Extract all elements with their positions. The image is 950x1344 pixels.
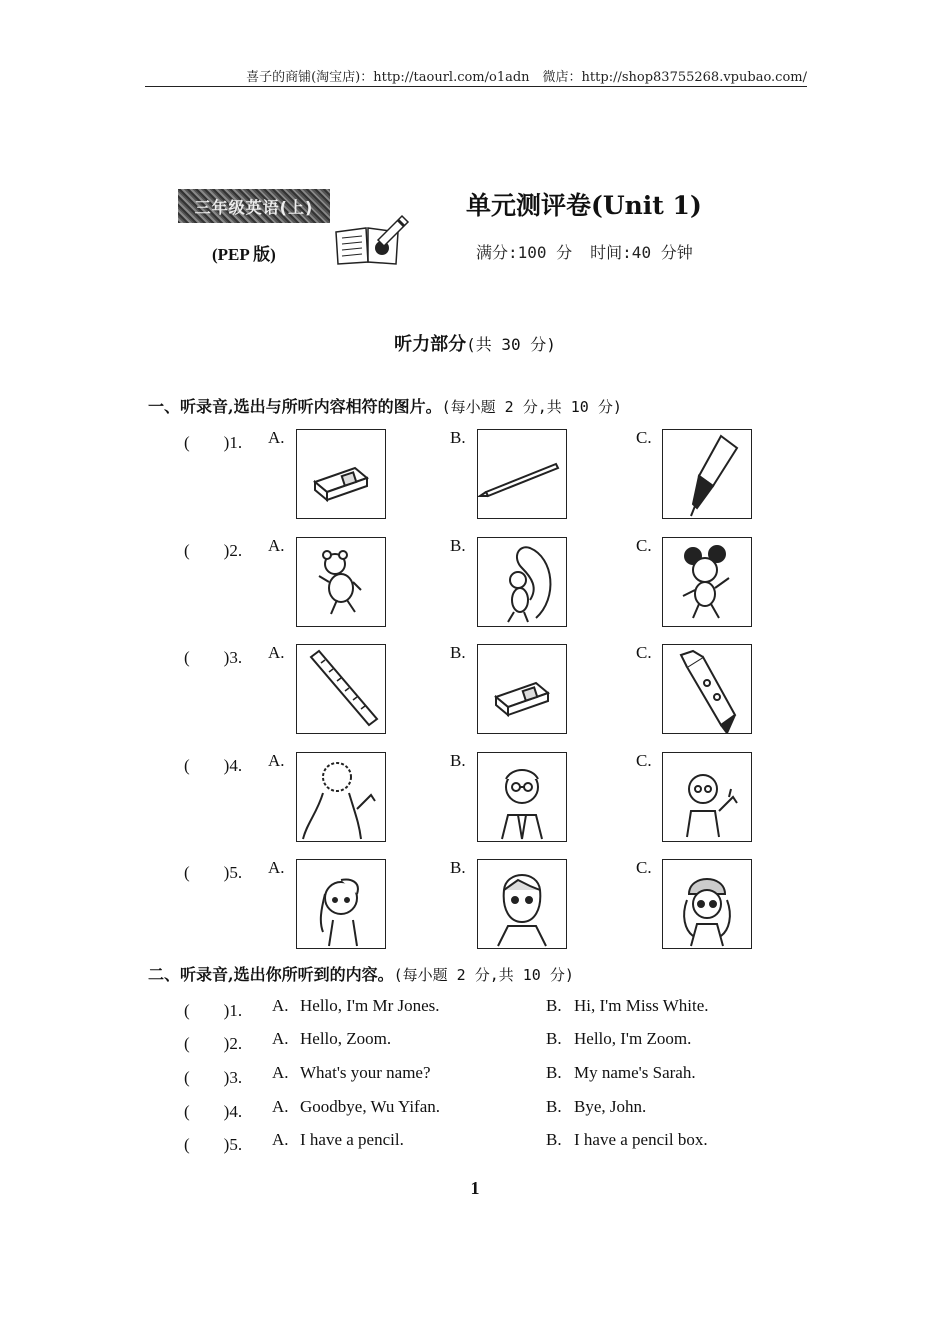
option-letter: C.: [636, 428, 652, 447]
part1-heading: [148, 394, 622, 417]
option-b[interactable]: B. I have a pencil box.: [546, 1130, 708, 1149]
listening-title: 听力部分: [394, 334, 467, 355]
option-letter: B.: [450, 751, 466, 770]
grade-badge: 三年级英语(上): [178, 189, 330, 223]
picture-question-row: [0, 428, 950, 524]
picture-question-row: [0, 751, 950, 847]
picture-question-row: [0, 643, 950, 739]
part2-heading: [148, 962, 574, 985]
part1-note: (每小题 2 分,共 10 分): [441, 398, 622, 416]
mickey-mouse-icon[interactable]: [662, 537, 752, 627]
option-letter: B.: [450, 536, 466, 555]
exam-meta: [476, 240, 693, 263]
text-question-row: [0, 1130, 950, 1160]
edition-label: (PEP 版): [212, 245, 276, 264]
text-question-row: [0, 1029, 950, 1059]
option-letter: C.: [636, 858, 652, 877]
option-letter: C.: [636, 751, 652, 770]
question-number[interactable]: ( )4.: [184, 756, 243, 775]
woman-waving-icon[interactable]: [296, 752, 386, 842]
girl-hat-icon[interactable]: [662, 859, 752, 949]
option-a[interactable]: A. Goodbye, Wu Yifan.: [272, 1097, 441, 1116]
listening-subtitle: (共 30 分): [466, 335, 556, 354]
option-letter: C.: [636, 536, 652, 555]
bear-icon[interactable]: [296, 537, 386, 627]
option-a[interactable]: A. I have a pencil.: [272, 1130, 404, 1149]
boy-glasses-waving-icon[interactable]: [662, 752, 752, 842]
option-a[interactable]: A. Hello, Zoom.: [272, 1029, 392, 1048]
book-pencil-icon: [332, 210, 412, 270]
option-b[interactable]: B. My name's Sarah.: [546, 1063, 696, 1082]
part1-heading-text: 一、听录音,选出与所听内容相符的图片。: [148, 397, 442, 416]
text-question-row: [0, 1097, 950, 1127]
pencil-icon[interactable]: [477, 429, 567, 519]
man-glasses-icon[interactable]: [477, 752, 567, 842]
question-number[interactable]: ( )5.: [184, 863, 243, 882]
eraser-icon[interactable]: [296, 429, 386, 519]
full-score: 满分:100 分: [476, 243, 573, 262]
page-number: 1: [470, 1178, 480, 1198]
crayon-icon[interactable]: [662, 644, 752, 734]
picture-question-row: [0, 858, 950, 954]
question-number[interactable]: ( )1.: [184, 1001, 243, 1020]
option-b[interactable]: B. Hello, I'm Zoom.: [546, 1029, 692, 1048]
text-question-row: [0, 996, 950, 1026]
option-a[interactable]: A. What's your name?: [272, 1063, 431, 1082]
option-letter: B.: [450, 858, 466, 877]
exam-time: 时间:40 分钟: [590, 243, 693, 262]
option-letter: A.: [268, 428, 285, 447]
girl-ponytail-icon[interactable]: [296, 859, 386, 949]
option-b[interactable]: B. Hi, I'm Miss White.: [546, 996, 709, 1015]
option-a[interactable]: A. Hello, I'm Mr Jones.: [272, 996, 440, 1015]
part2-heading-text: 二、听录音,选出你所听到的内容。: [148, 965, 394, 984]
listening-section-title: [0, 330, 950, 356]
question-number[interactable]: ( )3.: [184, 648, 243, 667]
question-number[interactable]: ( )2.: [184, 1034, 243, 1053]
option-letter: A.: [268, 751, 285, 770]
option-letter: A.: [268, 536, 285, 555]
question-number[interactable]: ( )3.: [184, 1068, 243, 1087]
option-letter: B.: [450, 643, 466, 662]
text-question-row: [0, 1063, 950, 1093]
question-number[interactable]: ( )4.: [184, 1102, 243, 1121]
option-letter: A.: [268, 643, 285, 662]
pen-icon[interactable]: [662, 429, 752, 519]
part2-note: (每小题 2 分,共 10 分): [393, 966, 574, 984]
option-letter: B.: [450, 428, 466, 447]
option-letter: A.: [268, 858, 285, 877]
option-letter: C.: [636, 643, 652, 662]
header-divider: [145, 86, 807, 87]
exam-title: 单元测评卷(Unit 1): [466, 191, 702, 220]
ruler-icon[interactable]: [296, 644, 386, 734]
eraser-icon[interactable]: [477, 644, 567, 734]
option-b[interactable]: B. Bye, John.: [546, 1097, 647, 1116]
question-number[interactable]: ( )1.: [184, 433, 243, 452]
picture-question-row: [0, 536, 950, 632]
question-number[interactable]: ( )2.: [184, 541, 243, 560]
header-shop-info: 喜子的商铺(淘宝店)：http://taourl.com/o1adn 微店：http://shop83755268.vpubao.com/: [246, 70, 807, 85]
question-number[interactable]: ( )5.: [184, 1135, 243, 1154]
squirrel-icon[interactable]: [477, 537, 567, 627]
boy-face-icon[interactable]: [477, 859, 567, 949]
